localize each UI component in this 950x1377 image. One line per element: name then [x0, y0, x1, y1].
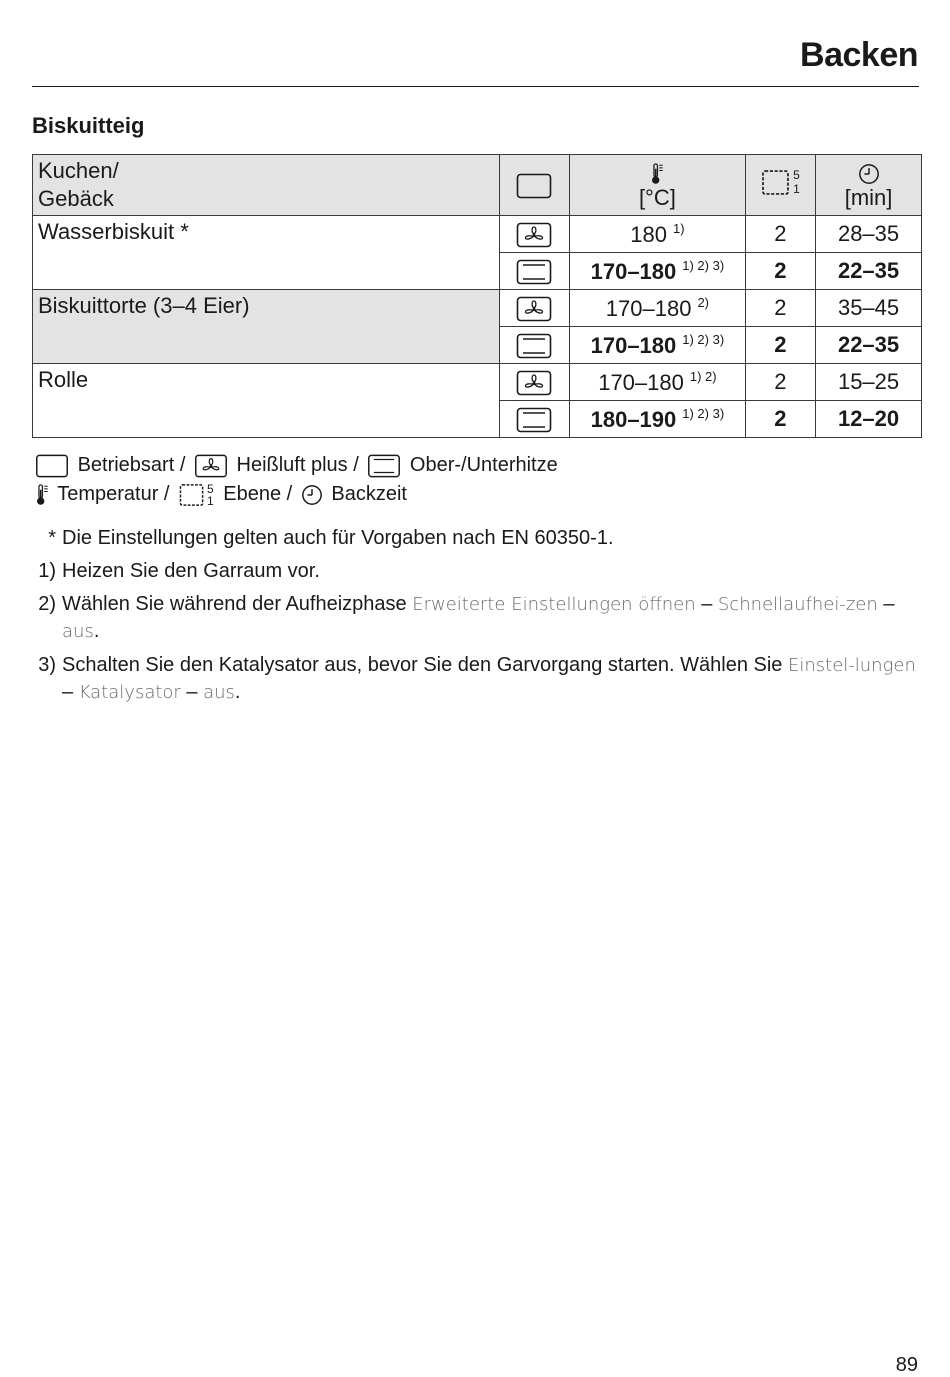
- level-top-number: 5: [793, 168, 800, 183]
- temperature-value: 170–180: [605, 295, 692, 321]
- footnotes: [32, 525, 922, 713]
- level-bottom-number: 1: [793, 182, 800, 197]
- top-bottom-heat-icon: [516, 407, 552, 433]
- menu-path-item: aus: [62, 621, 94, 642]
- temperature-value: 170–180: [590, 332, 677, 358]
- footnote-mark: 3): [38, 654, 56, 676]
- level-cell: 2: [745, 364, 815, 401]
- time-cell: 15–25: [816, 364, 922, 401]
- legend-top-bottom: Ober-/Unterhitze: [409, 454, 558, 476]
- thermometer-icon: [35, 483, 49, 507]
- menu-path-item: Schnellaufhei-zen: [717, 594, 878, 615]
- header-cake-line1: Kuchen/: [38, 158, 119, 183]
- header-time-unit: [min]: [844, 185, 893, 210]
- mode-cell: [499, 216, 569, 253]
- section-title: Biskuitteig: [32, 113, 145, 138]
- mode-cell: [499, 290, 569, 327]
- table-row: [33, 216, 922, 253]
- header-level: [745, 155, 815, 216]
- time-cell: 22–35: [816, 253, 922, 290]
- operating-mode-icon: [516, 173, 552, 199]
- menu-path-item: Einstel-lungen: [787, 655, 916, 676]
- temperature-value: 180: [630, 221, 667, 247]
- legend-line-2: [32, 481, 407, 507]
- top-bottom-heat-icon: [516, 259, 552, 285]
- level-cell: 2: [745, 253, 815, 290]
- header-time: [816, 155, 922, 216]
- footnote-mark: 2): [38, 593, 56, 615]
- footnote-ref: 1): [672, 220, 685, 236]
- page-number: 89: [895, 1354, 918, 1376]
- footnote: [32, 591, 922, 645]
- menu-separator: –: [62, 681, 74, 703]
- legend-fan: Heißluft plus /: [236, 454, 359, 476]
- header-cake: [33, 155, 500, 216]
- footnote-text: Wählen Sie während der Aufheizphase: [62, 593, 407, 615]
- time-cell: 22–35: [816, 327, 922, 364]
- mode-cell: [499, 364, 569, 401]
- top-bottom-heat-icon: [367, 454, 401, 478]
- level-cell: 2: [745, 401, 815, 438]
- menu-path-item: Katalysator: [78, 682, 181, 703]
- footnote-ref: 2): [697, 294, 709, 310]
- footnote-ref: 1) 2): [689, 368, 717, 384]
- top-bottom-heat-icon: [516, 333, 552, 359]
- footnote-text: Schalten Sie den Katalysator aus, bevor Sie den Garvorgang starten. Wählen Sie: [62, 654, 783, 676]
- time-cell: 35–45: [816, 290, 922, 327]
- shelf-level-icon: [761, 169, 791, 196]
- fan-icon: [194, 454, 228, 478]
- level-cell: 2: [745, 216, 815, 253]
- table-row: [33, 364, 922, 401]
- temperature-cell: [570, 401, 746, 438]
- menu-path-item: aus: [203, 682, 235, 703]
- temperature-value: 170–180: [598, 369, 684, 395]
- header-cake-line2: Gebäck: [38, 186, 114, 211]
- menu-separator: –: [186, 681, 198, 703]
- cake-name: Wasserbiskuit *: [33, 216, 500, 290]
- legend-level-bottom: 1: [207, 493, 214, 508]
- menu-separator: –: [883, 593, 895, 615]
- footnote-mark: *: [48, 527, 56, 549]
- mode-cell: [499, 253, 569, 290]
- cake-name: Biskuittorte (3–4 Eier): [33, 290, 500, 364]
- table-row: [33, 290, 922, 327]
- menu-separator: –: [701, 593, 713, 615]
- thermometer-icon: [650, 162, 664, 186]
- footnote-ref: 1) 2) 3): [682, 331, 725, 347]
- header-temperature-unit: [°C]: [638, 185, 676, 211]
- mode-cell: [499, 327, 569, 364]
- footnote-text: Die Einstellungen gelten auch für Vorgaben nach EN 60350-1.: [62, 527, 614, 549]
- legend-level: Ebene /: [223, 483, 293, 505]
- legend-level-top: 5: [207, 481, 214, 496]
- temperature-cell: [570, 327, 746, 364]
- mode-cell: [499, 401, 569, 438]
- footnote-end: .: [234, 681, 241, 703]
- time-cell: 12–20: [816, 401, 922, 438]
- legend-time: Backzeit: [331, 483, 407, 505]
- legend-temperature: Temperatur /: [57, 483, 170, 505]
- menu-path-item: Erweiterte Einstellungen öffnen: [412, 594, 696, 615]
- footnote: [32, 558, 922, 584]
- footnote: [32, 525, 922, 551]
- footnote-ref: 1) 2) 3): [682, 405, 725, 421]
- time-cell: 28–35: [816, 216, 922, 253]
- header-divider: [32, 86, 919, 87]
- temperature-cell: [570, 216, 746, 253]
- operating-mode-icon: [35, 454, 69, 478]
- footnote-ref: 1) 2) 3): [682, 257, 725, 273]
- legend-mode: Betriebsart /: [77, 454, 186, 476]
- clock-icon: [301, 484, 323, 506]
- clock-icon: [858, 163, 880, 185]
- temperature-cell: [570, 364, 746, 401]
- fan-icon: [516, 222, 552, 248]
- fan-icon: [516, 296, 552, 322]
- temperature-value: 170–180: [590, 258, 677, 284]
- header-temperature: [570, 155, 746, 216]
- fan-icon: [516, 370, 552, 396]
- shelf-level-icon: [178, 483, 206, 507]
- table-header-row: [33, 155, 922, 216]
- level-cell: 2: [745, 290, 815, 327]
- footnote-text: Heizen Sie den Garraum vor.: [62, 560, 320, 582]
- temperature-cell: [570, 290, 746, 327]
- temperature-value: 180–190: [590, 406, 677, 432]
- temperature-cell: [570, 253, 746, 290]
- footnote-end: .: [93, 620, 100, 642]
- baking-table: [32, 154, 922, 438]
- cake-name: Rolle: [33, 364, 500, 438]
- header-mode: [499, 155, 569, 216]
- level-cell: 2: [745, 327, 815, 364]
- footnote: [32, 652, 922, 706]
- legend-line-1: [32, 452, 558, 478]
- footnote-mark: 1): [38, 560, 56, 582]
- page-title: Backen: [800, 36, 918, 74]
